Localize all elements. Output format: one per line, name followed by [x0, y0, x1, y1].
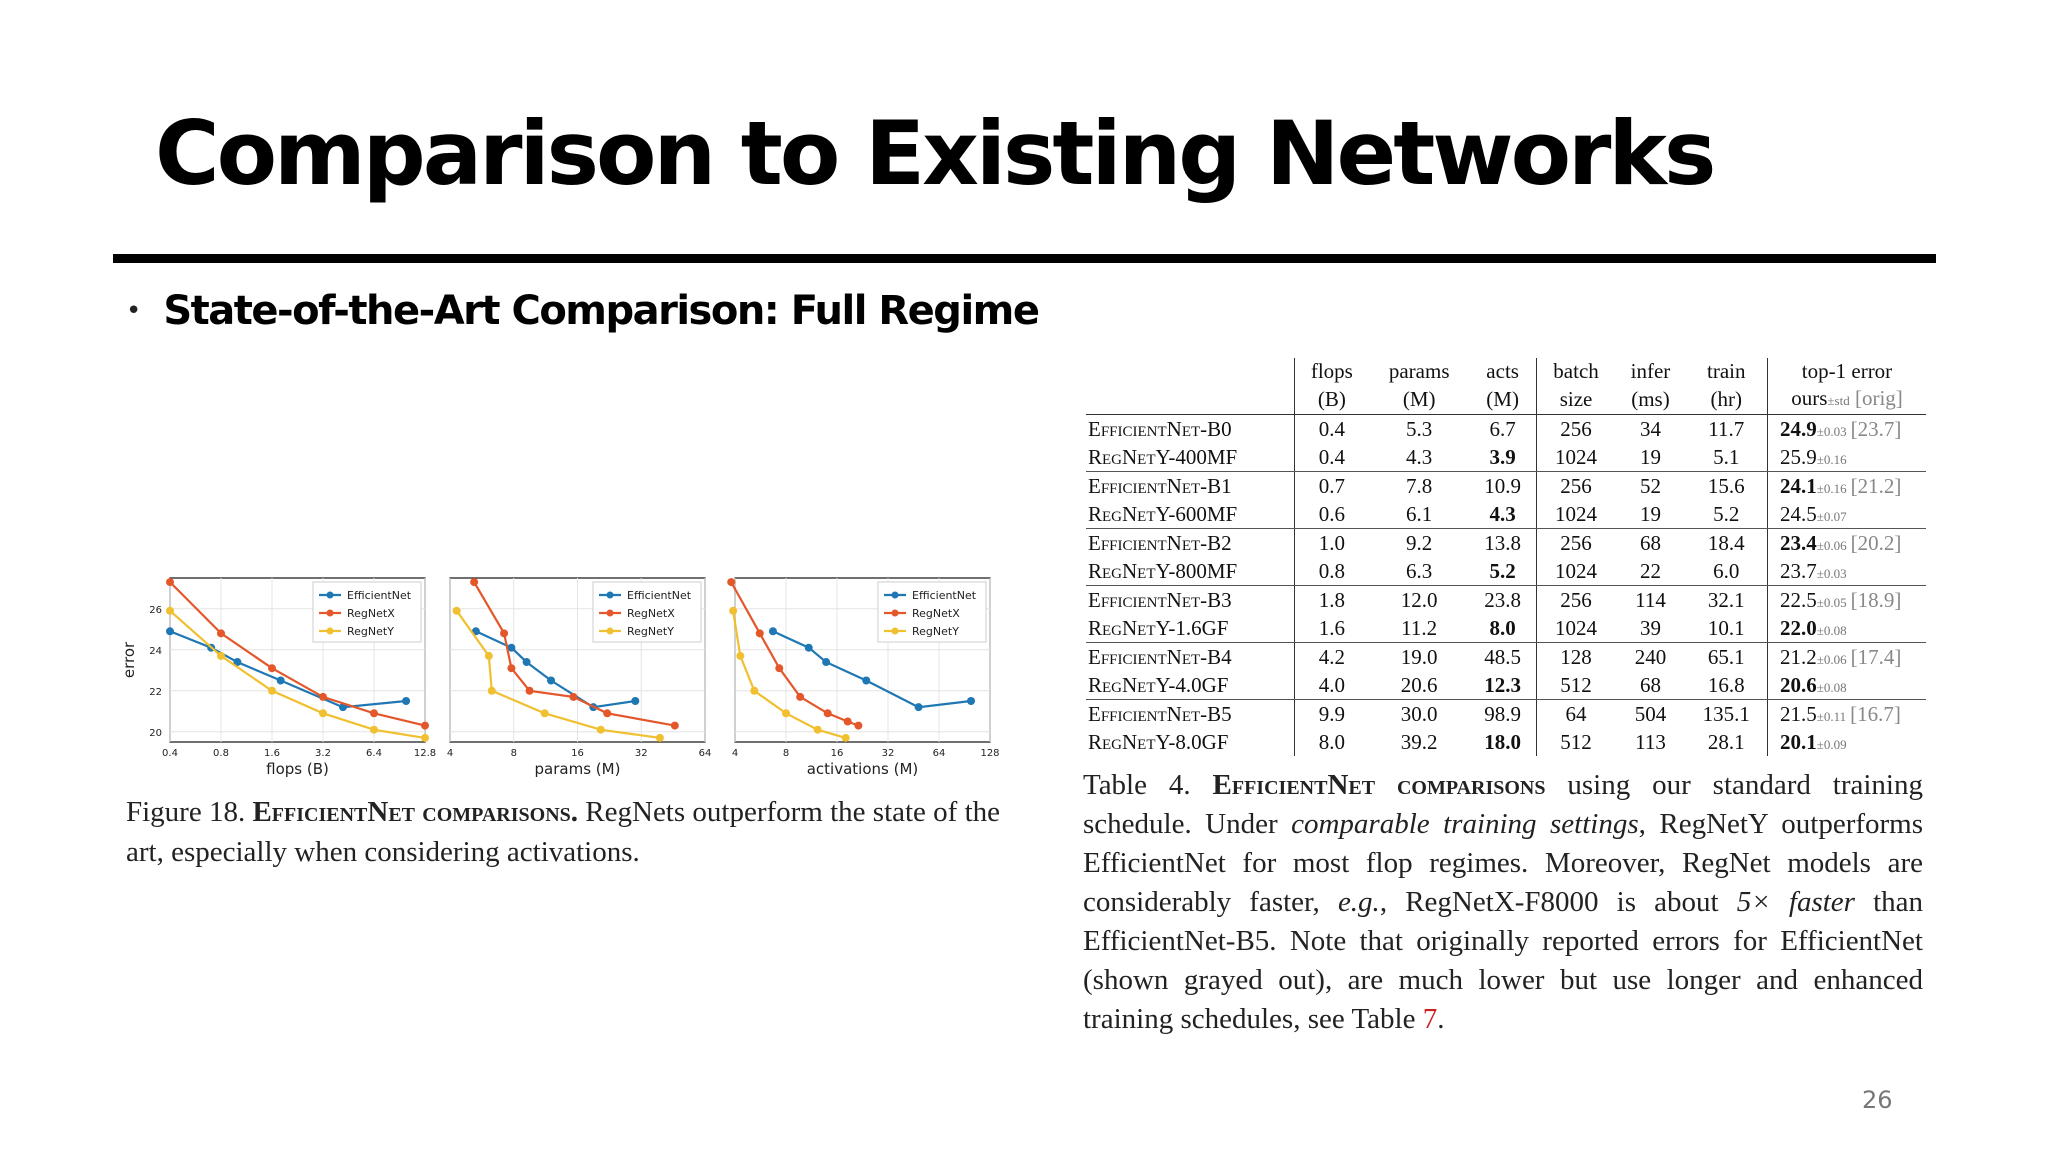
error-cell: [1768, 557, 1927, 586]
params-cell: 4.3: [1369, 443, 1470, 472]
data-point-regnetx: [268, 664, 276, 672]
train-cell: 11.7: [1708, 416, 1745, 441]
error-cell: [1768, 671, 1927, 700]
header-batch: batch: [1536, 358, 1615, 385]
table-caption-text-4: than EfficientNet-B5. Note that originally reported errors for EfficientNet (shown grayed out), are much lower but use longer and enhanced training schedules, see Table: [1083, 886, 1924, 1035]
data-point-regnety: [842, 734, 850, 742]
params-cell: 12.0: [1400, 587, 1438, 612]
x-tick-label: 16: [830, 748, 844, 759]
acts-cell: 12.3: [1470, 671, 1537, 700]
flops-cell: 4.2: [1295, 643, 1369, 672]
table-row: [1086, 443, 1926, 472]
acts-cell: 18.0: [1484, 729, 1521, 754]
data-point-efficientnet: [402, 697, 410, 705]
data-point-regnety: [268, 687, 276, 695]
error-value: 21.2: [1780, 644, 1817, 669]
data-point-efficientnet: [822, 658, 830, 666]
error-cell: [1768, 643, 1927, 672]
bullet-text: State-of-the-Art Comparison: Full Regime: [163, 288, 1039, 334]
infer-cell: 113: [1635, 729, 1666, 754]
batch-cell: 1024: [1536, 614, 1615, 643]
table-row: [1086, 586, 1926, 615]
x-tick-label: 64: [932, 748, 946, 759]
error-std: ±0.16: [1816, 451, 1847, 467]
x-tick-label: 4: [446, 748, 454, 759]
table-caption-text-3: , RegNetX-F8000 is about: [1379, 886, 1719, 918]
data-point-efficientnet: [631, 697, 639, 705]
title-divider: [113, 254, 1936, 263]
table-row: [1086, 500, 1926, 529]
table-caption: [1083, 766, 1923, 1039]
table-row: [1086, 557, 1926, 586]
original-error: [16.7]: [1850, 701, 1901, 726]
data-point-efficientnet: [277, 677, 285, 685]
data-point-efficientnet: [805, 644, 813, 652]
data-point-regnety: [488, 687, 496, 695]
y-axis-label: error: [120, 641, 138, 679]
data-point-regnetx: [166, 578, 174, 586]
data-point-regnetx: [796, 693, 804, 701]
page-number: 26: [1862, 1086, 1893, 1114]
params-cell: 6.1: [1369, 500, 1470, 529]
x-tick-label: 32: [881, 748, 895, 759]
error-cell: [1768, 443, 1927, 472]
error-cell: [1768, 415, 1927, 444]
model-name-cell: RegNetY-8.0GF: [1088, 729, 1229, 754]
data-point-regnetx: [217, 629, 225, 637]
data-point-regnetx: [671, 722, 679, 730]
error-std: ±0.06: [1816, 537, 1847, 553]
infer-cell: 34: [1639, 416, 1661, 441]
figure-caption: [126, 792, 1016, 872]
data-point-regnety: [814, 726, 822, 734]
bullet-dot-icon: •: [126, 296, 142, 326]
train-cell: 10.1: [1686, 614, 1768, 643]
model-name-cell: EfficientNet-B0: [1088, 416, 1232, 441]
original-error: [18.9]: [1850, 587, 1902, 612]
flops-cell: 0.4: [1295, 415, 1369, 444]
comparison-table: [1086, 358, 1926, 756]
header-train: train: [1707, 359, 1746, 383]
table-caption-emphasis-2: e.g.: [1337, 886, 1380, 918]
batch-cell: 1024: [1536, 557, 1615, 586]
acts-cell: 6.7: [1489, 416, 1516, 441]
data-point-regnety: [453, 607, 461, 615]
params-cell: 5.3: [1406, 416, 1433, 441]
params-cell: 7.8: [1406, 473, 1433, 498]
header-model-unit: [1086, 385, 1295, 415]
data-point-regnetx: [526, 687, 534, 695]
x-tick-label: 8: [510, 748, 517, 759]
data-point-regnetx: [756, 629, 764, 637]
table-caption-text-1: using our standard training schedule. Under: [1083, 769, 1923, 840]
error-cell: [1768, 529, 1927, 558]
acts-cell: 13.8: [1484, 530, 1521, 555]
x-tick-label: 8: [782, 748, 790, 759]
data-point-efficientnet: [523, 658, 531, 666]
data-point-regnety: [485, 652, 493, 660]
x-tick-label: 6.4: [366, 748, 382, 759]
data-point-regnety: [319, 709, 327, 717]
y-tick-label: 26: [149, 604, 162, 616]
header-params: params: [1388, 359, 1450, 383]
x-tick-label: 0.8: [213, 748, 229, 759]
original-error: [20.2]: [1850, 530, 1902, 555]
table-caption-emphasis-1: comparable training settings: [1291, 808, 1639, 840]
error-cell: [1768, 472, 1927, 501]
legend-label: RegNetY: [347, 625, 394, 638]
table-row: [1086, 700, 1926, 729]
legend-label: RegNetY: [627, 625, 674, 638]
x-tick-label: 16: [571, 748, 584, 759]
infer-cell: 19: [1615, 500, 1685, 529]
error-value: 24.5: [1780, 501, 1817, 526]
flops-cell: 4.0: [1295, 671, 1369, 700]
error-value: 20.1: [1780, 729, 1817, 754]
legend-marker: [607, 628, 614, 635]
header-batch-unit: size: [1536, 385, 1615, 415]
table-body: [1086, 415, 1926, 757]
batch-cell: 256: [1536, 415, 1615, 444]
comparison-table-container: [1086, 358, 1926, 756]
params-cell: 6.3: [1369, 557, 1470, 586]
header-acts: acts: [1486, 359, 1519, 383]
legend-label: RegNetX: [347, 607, 395, 620]
header-infer: infer: [1630, 359, 1671, 383]
train-cell: 6.0: [1686, 557, 1768, 586]
infer-cell: 68: [1639, 530, 1661, 555]
batch-cell: 512: [1536, 671, 1615, 700]
error-cell: [1768, 700, 1927, 729]
error-std: ±0.11: [1816, 708, 1847, 724]
table-reference-link[interactable]: 7: [1422, 1003, 1438, 1035]
model-name-cell: RegNetY-1.6GF: [1086, 614, 1295, 643]
data-point-regnety: [370, 726, 378, 734]
data-point-regnety: [656, 734, 664, 742]
train-cell: 32.1: [1707, 587, 1745, 612]
error-std: ±0.07: [1816, 508, 1847, 524]
flops-cell: 0.8: [1295, 557, 1369, 586]
header-flops-unit: (B): [1295, 385, 1369, 415]
flops-cell: 8.0: [1295, 728, 1369, 756]
table-row: [1086, 614, 1926, 643]
legend-label: EfficientNet: [912, 589, 977, 602]
x-tick-label: 0.4: [162, 748, 178, 759]
data-point-regnety: [750, 687, 758, 695]
bullet-item: [126, 288, 1038, 334]
slide-title: Comparison to Existing Networks: [155, 102, 1714, 205]
data-point-efficientnet: [967, 697, 975, 705]
error-cell: [1768, 728, 1927, 756]
params-cell: 39.2: [1400, 729, 1438, 754]
error-std: ±0.05: [1816, 594, 1847, 610]
x-tick-label: 4: [731, 748, 739, 759]
error-std: ±0.09: [1816, 736, 1847, 752]
batch-cell: 512: [1536, 728, 1615, 756]
legend-marker: [892, 592, 899, 599]
x-tick-label: 64: [698, 748, 712, 759]
legend-label: RegNetY: [912, 625, 959, 638]
data-point-regnetx: [775, 664, 783, 672]
table-row: [1086, 415, 1926, 444]
x-tick-label: 12.8: [413, 748, 437, 759]
data-point-regnety: [217, 652, 225, 660]
table-caption-emphasis-3: 5× faster: [1736, 886, 1855, 918]
model-name-cell: RegNetY-600MF: [1086, 500, 1295, 529]
x-tick-label: 32: [634, 748, 648, 759]
error-value: 20.6: [1780, 672, 1817, 697]
data-point-regnetx: [421, 722, 429, 730]
data-point-regnetx: [500, 629, 508, 637]
original-error: [21.2]: [1850, 473, 1902, 498]
model-name-cell: EfficientNet-B4: [1088, 644, 1232, 669]
error-value: 23.4: [1780, 530, 1817, 555]
legend-label: RegNetX: [627, 607, 675, 620]
x-axis-label: flops (B): [266, 760, 329, 778]
table-row: [1086, 728, 1926, 756]
legend-label: RegNetX: [912, 607, 960, 620]
header-error-unit: [1768, 385, 1927, 415]
table-caption-end: .: [1437, 1003, 1445, 1035]
acts-cell: 48.5: [1484, 644, 1521, 669]
params-cell: 11.2: [1369, 614, 1470, 643]
legend-marker: [327, 592, 334, 599]
data-point-regnetx: [603, 709, 611, 717]
data-point-regnetx: [844, 718, 852, 726]
error-value: 24.1: [1780, 473, 1817, 498]
header-flops: flops: [1295, 358, 1369, 385]
data-point-regnety: [736, 652, 744, 660]
params-cell: 30.0: [1400, 701, 1438, 726]
flops-cell: 0.7: [1295, 472, 1369, 501]
train-cell: 65.1: [1707, 644, 1745, 669]
data-point-efficientnet: [166, 627, 174, 635]
acts-cell: 23.8: [1484, 587, 1521, 612]
error-std: ±0.03: [1816, 423, 1847, 439]
error-value: 21.5: [1780, 701, 1817, 726]
data-point-regnetx: [507, 664, 515, 672]
error-std: ±0.06: [1816, 651, 1847, 667]
params-cell: 9.2: [1406, 530, 1433, 555]
flops-cell: 1.8: [1295, 586, 1369, 615]
acts-cell: 3.9: [1470, 443, 1537, 472]
x-axis-label: params (M): [534, 760, 621, 778]
legend-label: EfficientNet: [627, 589, 692, 602]
data-point-efficientnet: [915, 703, 923, 711]
train-cell: 18.4: [1707, 530, 1745, 555]
infer-cell: 39: [1615, 614, 1685, 643]
params-cell: 20.6: [1369, 671, 1470, 700]
flops-cell: 1.0: [1295, 529, 1369, 558]
header-params-unit: (M): [1369, 385, 1470, 415]
table-row: [1086, 643, 1926, 672]
header-train-unit: (hr): [1686, 385, 1768, 415]
data-point-regnetx: [470, 578, 478, 586]
infer-cell: 504: [1634, 701, 1667, 726]
legend-marker: [607, 592, 614, 599]
x-axis-label: activations (M): [806, 760, 919, 778]
acts-cell: 5.2: [1470, 557, 1537, 586]
model-name-cell: EfficientNet-B1: [1088, 473, 1232, 498]
infer-cell: 68: [1615, 671, 1685, 700]
params-cell: 19.0: [1400, 644, 1438, 669]
data-point-regnetx: [824, 709, 832, 717]
batch-cell: 128: [1536, 643, 1615, 672]
error-std: ±0.08: [1816, 622, 1847, 638]
table-row: [1086, 529, 1926, 558]
x-tick-label: 128: [980, 748, 1000, 759]
original-error: [23.7]: [1850, 416, 1902, 441]
flops-cell: 0.6: [1295, 500, 1369, 529]
figure-caption-text: RegNets outperform the state of the art, especially when considering activations.: [126, 796, 1001, 868]
table-caption-label: Table 4.: [1083, 769, 1191, 801]
infer-cell: 19: [1615, 443, 1685, 472]
train-cell: 16.8: [1686, 671, 1768, 700]
data-point-regnetx: [569, 693, 577, 701]
data-point-regnety: [166, 607, 174, 615]
error-cell: [1768, 500, 1927, 529]
batch-cell: 64: [1536, 700, 1615, 729]
infer-cell: 114: [1635, 587, 1666, 612]
acts-cell: 10.9: [1484, 473, 1521, 498]
table-header-row-2: [1086, 385, 1926, 415]
acts-cell: 8.0: [1470, 614, 1537, 643]
error-value: 25.9: [1780, 444, 1817, 469]
data-point-regnety: [597, 726, 605, 734]
y-tick-label: 22: [149, 686, 162, 698]
batch-cell: 256: [1536, 586, 1615, 615]
legend-marker: [892, 610, 899, 617]
error-cell: [1768, 614, 1927, 643]
table-caption-title: EfficientNet comparisons: [1212, 769, 1546, 801]
y-tick-label: 20: [149, 727, 162, 739]
efficientnet-comparison-charts: [120, 570, 1010, 790]
x-tick-label: 3.2: [315, 748, 331, 759]
header-std: ±std: [1827, 393, 1850, 408]
flops-cell: 9.9: [1295, 700, 1369, 729]
data-point-regnetx: [319, 693, 327, 701]
train-cell: 135.1: [1702, 701, 1750, 726]
header-infer-unit: (ms): [1615, 385, 1685, 415]
table-caption-text-2: , RegNetY outperforms EfficientNet for most flop regimes. Moreover, RegNet models are considerably faster,: [1083, 808, 1924, 918]
error-std: ±0.03: [1816, 565, 1847, 581]
train-cell: 5.2: [1686, 500, 1768, 529]
legend-marker: [327, 628, 334, 635]
data-point-regnety: [729, 607, 737, 615]
flops-cell: 1.6: [1295, 614, 1369, 643]
legend-marker: [607, 610, 614, 617]
model-name-cell: RegNetY-800MF: [1086, 557, 1295, 586]
header-acts-unit: (M): [1470, 385, 1537, 415]
model-name-cell: EfficientNet-B3: [1088, 587, 1232, 612]
acts-cell: 98.9: [1484, 701, 1521, 726]
error-cell: [1768, 586, 1927, 615]
data-point-efficientnet: [862, 677, 870, 685]
data-point-regnety: [541, 709, 549, 717]
batch-cell: 256: [1536, 529, 1615, 558]
batch-cell: 1024: [1536, 443, 1615, 472]
batch-cell: 256: [1536, 472, 1615, 501]
figure-caption-title: EfficientNet comparisons.: [252, 796, 579, 828]
data-point-efficientnet: [547, 677, 555, 685]
error-value: 24.9: [1780, 416, 1817, 441]
data-point-regnety: [421, 734, 429, 742]
error-std: ±0.08: [1816, 679, 1847, 695]
model-name-cell: EfficientNet-B2: [1088, 530, 1232, 555]
batch-cell: 1024: [1536, 500, 1615, 529]
y-tick-label: 24: [149, 645, 162, 657]
original-error: [17.4]: [1850, 644, 1902, 669]
error-value: 22.5: [1780, 587, 1817, 612]
train-cell: 28.1: [1707, 729, 1745, 754]
error-value: 22.0: [1780, 615, 1817, 640]
table-row: [1086, 472, 1926, 501]
infer-cell: 22: [1615, 557, 1685, 586]
infer-cell: 52: [1639, 473, 1661, 498]
train-cell: 5.1: [1686, 443, 1768, 472]
acts-cell: 4.3: [1470, 500, 1537, 529]
table-row: [1086, 671, 1926, 700]
train-cell: 15.6: [1707, 473, 1745, 498]
header-top1-error: top-1 error: [1768, 358, 1927, 385]
data-point-regnetx: [370, 709, 378, 717]
legend-marker: [327, 610, 334, 617]
data-point-regnetx: [727, 578, 735, 586]
header-model: [1086, 358, 1295, 385]
flops-cell: 0.4: [1295, 443, 1369, 472]
error-value: 23.7: [1780, 558, 1817, 583]
infer-cell: 240: [1634, 644, 1667, 669]
error-std: ±0.16: [1816, 480, 1847, 496]
legend-marker: [892, 628, 899, 635]
model-name-cell: RegNetY-4.0GF: [1086, 671, 1295, 700]
header-ours: ours: [1791, 386, 1828, 410]
model-name-cell: EfficientNet-B5: [1088, 701, 1232, 726]
legend-label: EfficientNet: [347, 589, 412, 602]
table-header-row-1: [1086, 358, 1926, 385]
model-name-cell: RegNetY-400MF: [1086, 443, 1295, 472]
data-point-efficientnet: [769, 627, 777, 635]
figure-caption-label: Figure 18.: [126, 796, 246, 828]
data-point-regnetx: [854, 722, 862, 730]
data-point-regnety: [782, 709, 790, 717]
header-orig: [orig]: [1854, 386, 1903, 410]
x-tick-label: 1.6: [264, 748, 280, 759]
